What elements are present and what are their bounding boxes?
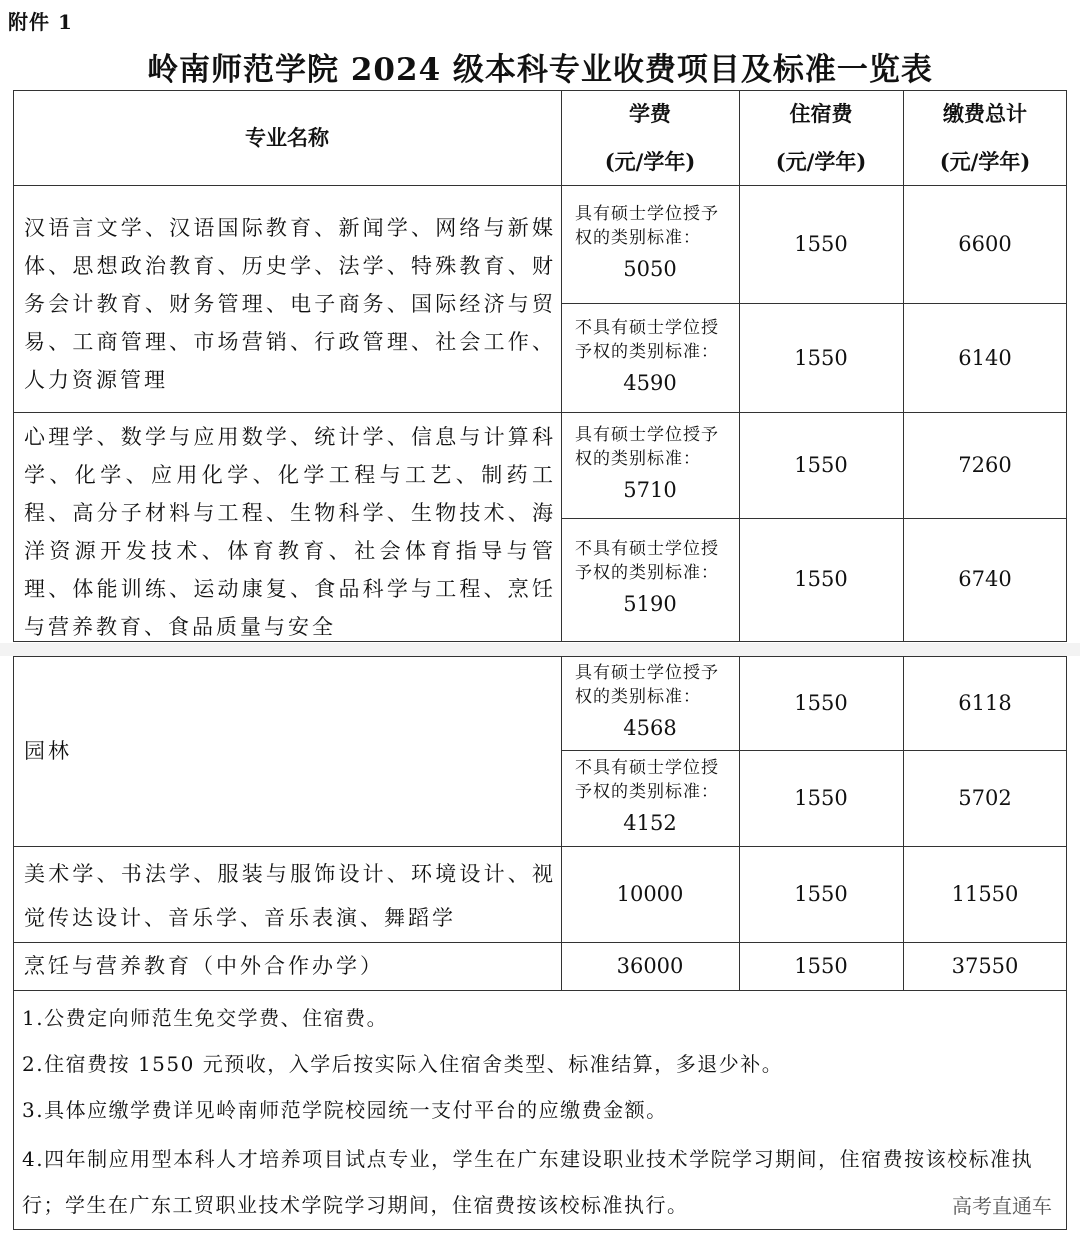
group1-row2-total: 6140 xyxy=(958,345,1012,370)
group3-row1-tuition: 具有硕士学位授予权的类别标准： 4568 xyxy=(575,663,719,740)
group2-row1-tuition: 具有硕士学位授予权的类别标准： 5710 xyxy=(575,425,719,502)
group4-dorm: 1550 xyxy=(794,882,848,906)
group5-dorm: 1550 xyxy=(794,954,848,978)
header-dorm-fee: 住宿费 (元/学年) xyxy=(775,100,867,174)
group1-row2-tuition: 不具有硕士学位授予权的类别标准： 4590 xyxy=(575,317,719,395)
group4-tuition: 10000 xyxy=(616,882,684,906)
group3-row2-total: 5702 xyxy=(958,786,1012,810)
group1-row1-tuition: 具有硕士学位授予权的类别标准： 5050 xyxy=(575,204,719,281)
group5-tuition: 36000 xyxy=(616,954,684,978)
group4-majors: 美术学、书法学、服装与服饰设计、环境设计、视觉传达设计、音乐学、音乐表演、舞蹈学 xyxy=(24,862,556,930)
group2-row1-total: 7260 xyxy=(958,453,1012,477)
note-1: 1.公费定向师范生免交学费、住宿费。 xyxy=(22,1006,389,1030)
header-total: 缴费总计 (元/学年) xyxy=(939,100,1031,174)
group3-row2-tuition: 不具有硕士学位授予权的类别标准： 4152 xyxy=(575,758,719,835)
group1-row1-total: 6600 xyxy=(958,232,1012,256)
group1-row2-dorm: 1550 xyxy=(794,345,848,370)
page-break xyxy=(0,643,1080,656)
group3-row2-dorm: 1550 xyxy=(794,786,848,810)
header-major-name: 专业名称 xyxy=(245,124,329,150)
group3-row1-dorm: 1550 xyxy=(794,691,848,715)
group4-total: 11550 xyxy=(951,882,1019,906)
group5-majors: 烹饪与营养教育（中外合作办学） xyxy=(24,954,384,978)
group2-row2-dorm: 1550 xyxy=(794,567,848,591)
attachment-label: 附件 1 xyxy=(8,10,73,34)
group1-row1-dorm: 1550 xyxy=(794,232,848,256)
page-title: 岭南师范学院 2024 级本科专业收费项目及标准一览表 xyxy=(147,52,933,88)
group5-total: 37550 xyxy=(951,954,1019,978)
group3-row1-total: 6118 xyxy=(958,691,1012,715)
watermark: 高考直通车 xyxy=(952,1194,1052,1218)
note-4: 4.四年制应用型本科人才培养项目试点专业，学生在广东建设职业技术学院学习期间，住宿费按该校标准执行；学生在广东工贸职业技术学院学习期间，住宿费按该校标准执行。 xyxy=(22,1147,1034,1217)
group2-row1-dorm: 1550 xyxy=(794,453,848,477)
note-3: 3.具体应缴学费详见岭南师范学院校园统一支付平台的应缴费金额。 xyxy=(22,1098,668,1122)
group2-row2-total: 6740 xyxy=(958,567,1012,591)
header-tuition: 学费 (元/学年) xyxy=(604,100,696,174)
group2-row2-tuition: 不具有硕士学位授予权的类别标准： 5190 xyxy=(575,539,719,616)
group2-majors: 心理学、数学与应用数学、统计学、信息与计算科学、化学、应用化学、化学工程与工艺、制药工程、高分子材料与工程、生物科学、生物技术、海洋资源开发技术、体育教育、社会体育指导与管理、体能训练、运动康复、食品科学与工程、烹饪与营养教育、食品质量与安全 xyxy=(24,425,556,639)
group3-majors: 园林 xyxy=(24,739,72,763)
note-2: 2.住宿费按 1550 元预收，入学后按实际入住宿舍类型、标准结算，多退少补。 xyxy=(22,1052,784,1076)
group1-majors: 汉语言文学、汉语国际教育、新闻学、网络与新媒体、思想政治教育、历史学、法学、特殊教育、财务会计教育、财务管理、电子商务、国际经济与贸易、工商管理、市场营销、行政管理、社会工作、人力资源管理 xyxy=(24,216,556,392)
